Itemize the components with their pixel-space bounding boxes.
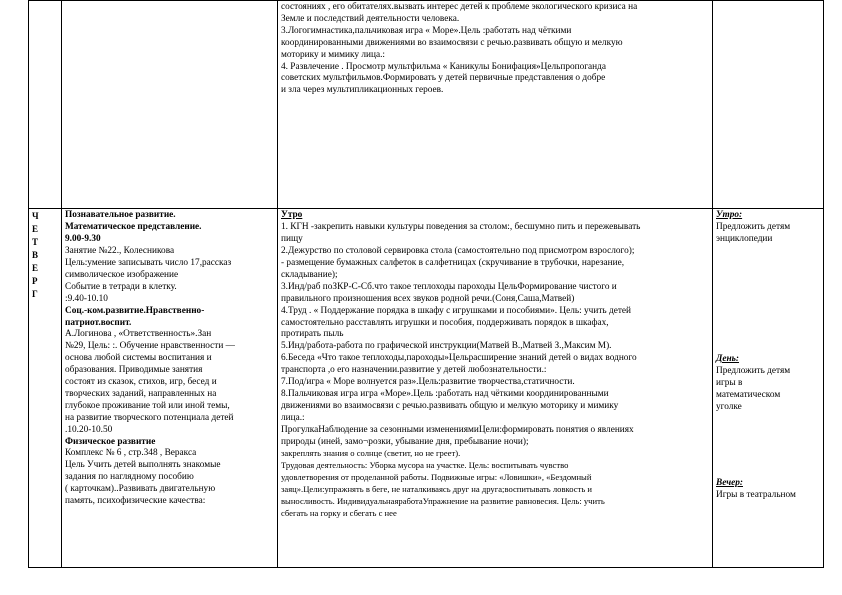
activity-line: 9.00-9.30 [65,234,101,245]
routine-line: складывание); [281,269,338,280]
routine-line: 6.Беседа «Что такое теплоходы,пароходы»Цельрасширение знаний детей о видах водного [281,353,637,364]
day-text-2: игры в [716,377,743,388]
routine-line: лица.: [281,412,305,423]
routine-line: протирать пыль [281,329,344,340]
text-line: и зла через мультипликационных героев. [281,85,444,96]
cell-daily-routine [278,209,713,568]
text-line: Земле и последствий деятельности человека. [281,13,460,24]
routine-line: 2.Дежурство по столовой сервировка стола (самостоятельно под присмотром взрослого); [281,246,635,257]
activity-line: память, психофизические качества: [65,496,206,507]
text-line: 3.Логогимнастика,пальчиковая игра « Море».Цель :работать над чёткими [281,25,572,36]
activity-line: Комплекс № 6 , стр.348 , Вераксa [65,448,197,459]
section-heading: Утро [281,210,303,221]
day-letter: В [32,250,39,261]
text-line: состояниях , его обитателях.вызвать интерес детей к проблеме экологического кризиса на [281,2,638,12]
routine-line: заяц».Цели:упражнять в беге, не наталкиваясь друг на друга;воспитывать ловкость и [281,484,592,495]
table-row [29,1,824,209]
morning-label: Утро: [716,210,743,221]
activity-line: глубокое проживание той или иной темы, [65,400,230,411]
routine-line: сбегать на горку и сбегать с нее [281,508,397,519]
activity-line: Цель Учить детей выполнять знакомые [65,460,221,471]
activity-line: №29, Цель: :. Обучение нравственности — [65,341,235,352]
routine-line: выносливость. ИндивидуальнаяработаУпражнение на развитие равновесия. Цель: учить [281,496,605,507]
activity-line: на развитие творческого потенциала детей [65,412,234,423]
routine-line: 4.Труд . « Поддержание порядка в шкафу с игрушками и пособиями». Цель: учить детей [281,305,631,316]
day-letter: Т [32,237,39,248]
morning-text-1: Предложить детям [716,222,791,233]
day-letter: Г [32,289,38,300]
activities-text [65,210,274,508]
routine-line: 8.Пальчиковая игра игра «Море».Цель :работать над чёткими координированными [281,388,609,399]
text-line: моторику и мимику лица.: [281,49,385,60]
routine-text [281,210,709,520]
text-line: советских мультфильмов.Формировать у детей первичные представления о добре [281,73,606,84]
evening-text-1: Игры в театральном [716,489,796,500]
activity-line: Физическое развитие [65,436,156,447]
day-letter: Ч [32,211,39,222]
evening-label: Вечер: [716,477,743,488]
activity-line: творческих заданий, направленных на [65,388,217,399]
cell-organized-activities [62,209,278,568]
text-line: координированными движениями во взаимосвязи с речью.развивать общую и мелкую [281,37,623,48]
routine-line: 5.Инд/работа-работа по графической инструкции(Матвей В.,Матвей З.,Максим М). [281,341,612,352]
day-letter: Р [32,276,38,287]
routine-line: - размещение бумажных салфеток в салфетницах (скручивание в трубочки, нарезание, [281,257,625,268]
plan-table [28,0,824,568]
routine-line: 1. КГН -закрепить навыки культуры поведения за столом:, бесшумно пить и пережевывать [281,222,641,233]
routine-line: Трудовая деятельность: Уборка мусора на участке. Цель: воспитывать чувство [281,460,569,471]
activity-line: символическое изображение [65,269,179,280]
routine-line: транспорта ,о его назначении.развитие у детей любознательности.: [281,365,547,376]
activity-line: ( карточкам)..Развивать двигательную [65,484,216,495]
activity-line: Математическое представление. [65,222,202,233]
day-letters [32,210,58,301]
activity-line: Цель:умение записывать число 17,рассказ [65,257,232,268]
day-letter: Е [32,224,39,235]
cell-activities-empty [62,1,278,209]
cell-environment [713,209,824,568]
table-row [29,209,824,568]
cell-day-name [29,209,62,568]
activity-line: задания по наглядному пособию [65,472,194,483]
day-text-4: уголке [716,401,742,412]
cell-day-empty [29,1,62,209]
activity-line: состоят из сказок, стихов, игр, бесед и [65,377,217,388]
routine-line: ПрогулкаНаблюдение за сезонными изменениямиЦели:формировать понятия о явлениях [281,424,634,435]
day-text-3: математическом [716,389,781,400]
day-letter: Е [32,263,39,274]
morning-text-2: энциклопедии [716,234,773,245]
routine-line: движениями во взаимосвязи с речью.развивать общую и мелкую моторику и мимику [281,400,619,411]
activity-line: Событие в тетради в клетку. [65,281,177,292]
cell-routine-continued [278,1,713,209]
routine-text [281,2,709,97]
activity-line: :9.40-10.10 [65,293,108,304]
activity-line: .10.20-10.50 [65,424,113,435]
activity-line: Занятие №22., Колесникова [65,246,175,257]
day-text-1: Предложить детям [716,365,791,376]
routine-line: пищу [281,234,303,245]
routine-line: удовлетворения от проделанной работы. Подвижные игры: «Ловишки», «Бездомный [281,472,592,483]
activity-line: Познавательное развитие. [65,210,176,221]
activity-line: А.Логинова , «Ответственность».Зан [65,329,212,340]
routine-line: закреплять знания о солнце (светит, но не греет). [281,448,461,459]
activity-line: Соц.-ком.развитие.Нравственно- [65,305,205,316]
routine-line: 3.Инд/раб поЗКР-С-Сб.что такое теплоходы пароходы ЦельФормирование чистого и [281,281,617,292]
activity-line: основа любой системы воспитания и [65,353,212,364]
cell-environment-empty [713,1,824,209]
activity-line: образования. Приводимые занятия [65,365,203,376]
activity-line: патриот.воспит. [65,317,132,328]
routine-line: 7.Под/игра « Море волнуется раз».Цель:развитие творчества,статичности. [281,377,575,388]
routine-line: самостоятельно расставлять игрушки и пособия, поддерживать порядок в шкафах, [281,317,609,328]
routine-line: природы (иней, замо¬розки, убывание дня, пребывание ночи); [281,436,529,447]
routine-line: правильного произношения всех звуков родной речи.(Соня,Саша,Матвей) [281,293,575,304]
text-line: 4. Развлечение . Просмотр мультфильма « Каникулы Бонифация»Цельпропоганда [281,61,607,72]
day-label: День: [716,354,739,365]
